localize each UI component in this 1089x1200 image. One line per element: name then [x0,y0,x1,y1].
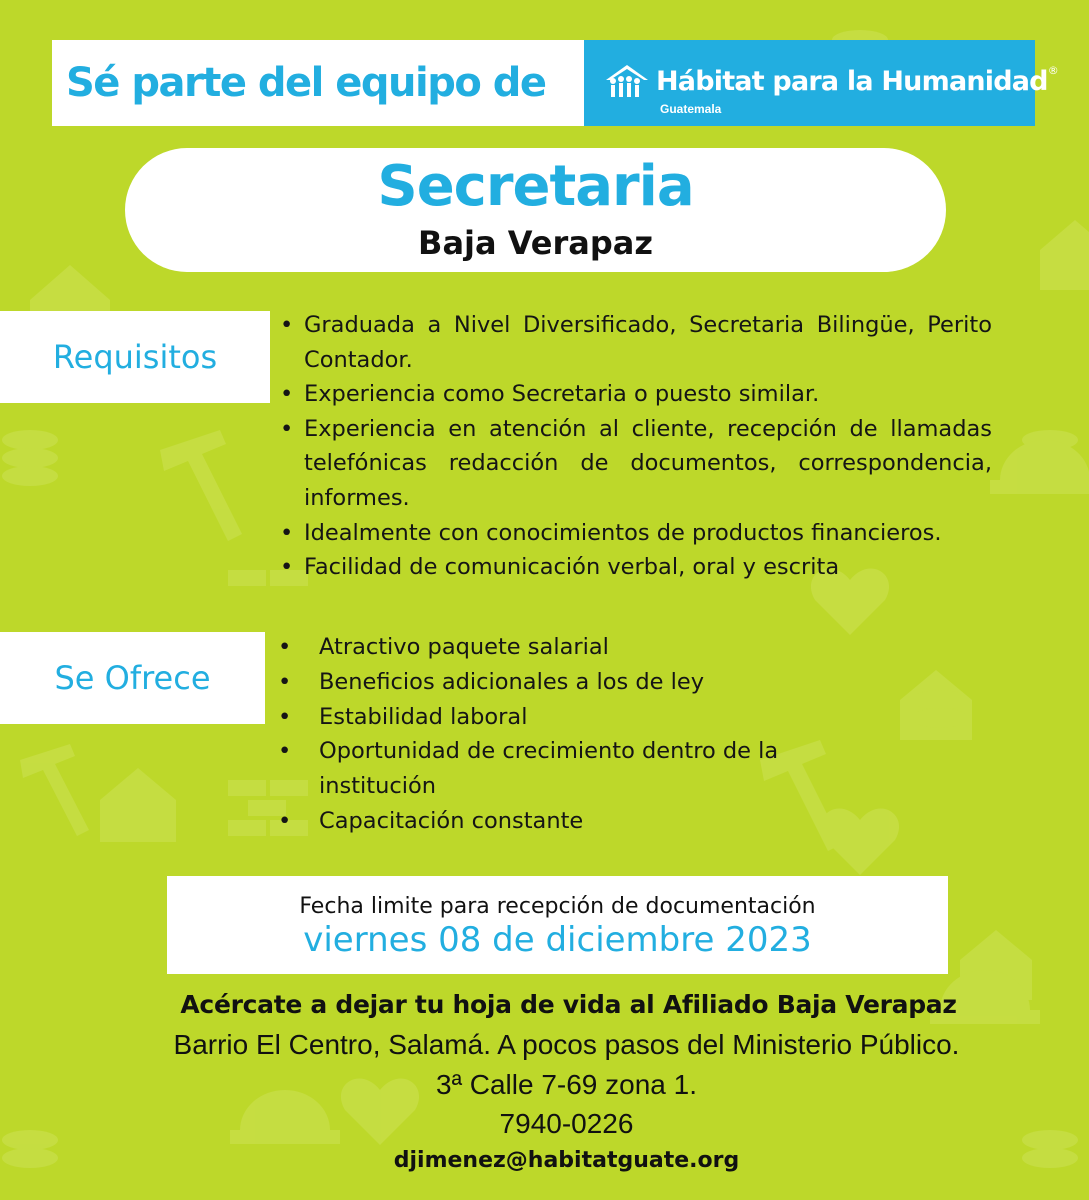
deadline-date: viernes 08 de diciembre 2023 [303,920,812,960]
brand-name: Hábitat para la Humanidad® [656,64,1058,97]
deadline-label: Fecha limite para recepción de documentación [299,894,816,919]
list-item: • Oportunidad de crecimiento dentro de la institución [278,734,838,804]
job-title-card [125,148,946,272]
email-address: djimenez@habitatguate.org [393,1148,740,1173]
list-item: • Capacitación constante [278,804,838,839]
list-item: • Experiencia en atención al cliente, recepción de llamadas telefónicas redacción de documentos, correspondencia, informes. [280,412,992,516]
people-house-icon [604,62,650,102]
address: Barrio El Centro, Salamá. A pocos pasos del Ministerio Público. [173,1029,960,1060]
street-address: 3ª Calle 7-69 zona 1. [436,1069,697,1100]
banner-tagline: Sé parte del equipo de [66,60,546,106]
offer-label: Se Ofrece [0,632,265,724]
phone-number: 7940-0226 [499,1108,634,1139]
list-item: • Atractivo paquete salarial [278,630,838,665]
requirements-list [280,308,992,585]
list-item: • Beneficios adicionales a los de ley [278,665,838,700]
registered-mark: ® [1047,64,1058,77]
brand-logo-box [584,40,1058,126]
offer-list [278,630,838,839]
requirements-label: Requisitos [0,311,270,403]
banner-tagline-box [52,40,584,126]
job-location: Baja Verapaz [418,224,653,262]
list-item: • Graduada a Nivel Diversificado, Secretaria Bilingüe, Perito Contador. [280,308,992,377]
list-item: • Experiencia como Secretaria o puesto similar. [280,377,992,412]
list-item: • Estabilidad laboral [278,700,838,735]
list-item: • Facilidad de comunicación verbal, oral y escrita [280,550,992,585]
list-item: • Idealmente con conocimientos de productos financieros. [280,516,992,551]
brand-subtitle: Guatemala [660,102,722,116]
job-title: Secretaria [377,154,694,219]
call-to-action: Acércate a dejar tu hoja de vida al Afiliado Baja Verapaz [180,990,957,1019]
deadline-box [167,876,948,974]
